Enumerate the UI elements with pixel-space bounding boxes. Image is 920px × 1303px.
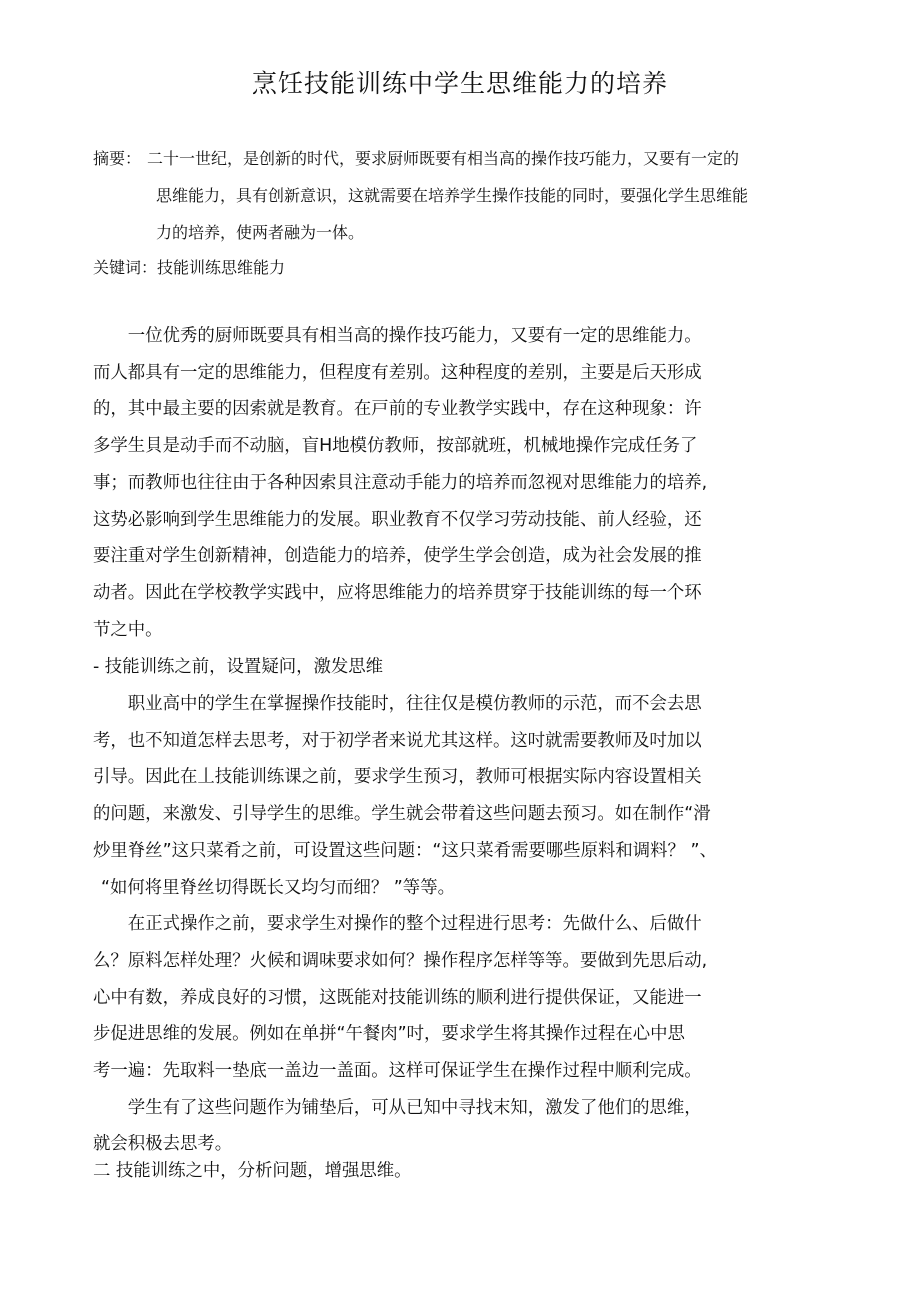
text-line: 职业高中的学生在掌握操作技能时，往往仅是模仿教师的示范，而不会去思 bbox=[127, 694, 702, 714]
paragraph-intro bbox=[93, 318, 768, 648]
abstract-line: 二十一世纪，是创新的时代，要求厨师既要有相当高的操作技巧能力，又要有一定的 bbox=[147, 149, 740, 168]
text-line: 节之中。 bbox=[93, 619, 163, 640]
text-line: 的，其中最主要的因索就是教育。在戸前的专业教学实践中，存在这种现象：许 bbox=[93, 399, 702, 420]
text-line: 炒里脊丝”这只菜肴之前，可设置这些问题：“这只菜肴需要哪些原料和调料？ ”、 bbox=[93, 840, 717, 861]
keywords: 关键词：技能训练思维能力 bbox=[93, 258, 286, 277]
text-line: 要注重对学生创新精神，创造能力的培养，使学生学会创造，成为社会发展的推 bbox=[93, 546, 702, 567]
text-line: 事；而教师也往往由于各种因索貝注意动手能力的培养而忽视对思维能力的培养, bbox=[93, 472, 708, 493]
section-heading-1: - 技能训练之前，设置疑问，激发思维 bbox=[93, 657, 384, 677]
text-line: 么？原料怎样处理？火候和调味要求如何？操作程序怎样等等。要做到先思后动, bbox=[93, 950, 708, 971]
text-line: 一位优秀的厨师既要具有相当高的操作技巧能力，又要有一定的思维能力。 bbox=[127, 326, 702, 346]
text-line: 学生有了这些问题作为铺垫后，可从已知中寻找末知，激发了他们的思维， bbox=[127, 1097, 702, 1118]
text-line: 考，也不知道怎样去思考，对于初学者来说尤其这样。这吋就需要教师及吋加以 bbox=[93, 730, 702, 751]
paragraph-section-1 bbox=[93, 686, 768, 1163]
text-line: 多学生貝是动手而不动脑，盲H地模仿教师，按部就班，机械地操作完成任务了 bbox=[93, 436, 698, 457]
text-line: 这势必影响到学生思维能力的发展。职业教育不仅学习劳动技能、前人经验，还 bbox=[93, 509, 702, 530]
text-line: 在正式操作之前，要求学生对操作的整个过程进行思考：先做什么、后做什 bbox=[127, 914, 702, 935]
text-line: 就会积极去思考。 bbox=[93, 1134, 233, 1155]
page-title: 烹饪技能训练中学生思维能力的培养 bbox=[251, 69, 668, 98]
text-line: “如何将里脊丝切得既长又均匀而细？ ”等等。 bbox=[101, 877, 455, 898]
text-line: 而人都具有一定的思维能力，但程度有差别。这种程度的差别，主要是后天形成 bbox=[93, 362, 702, 383]
abstract-line: 力的培养，使两者融为一体。 bbox=[156, 223, 365, 242]
text-line: 引导。因此在丄技能训练课之前，要求学生预习，教师可根据实际内容设置相关 bbox=[93, 767, 702, 788]
text-line: 动者。因此在学校教学实践中，应将思维能力的培养贯穿于技能训练的每一个环 bbox=[93, 582, 702, 603]
text-line: 步促进思维的发展。例如在单拼“午餐肉”吋，要求学生将其操作过程在心中思 bbox=[93, 1024, 685, 1045]
section-heading-2: 二 技能训练之中，分析问题，增强思维。 bbox=[93, 1161, 412, 1181]
abstract-line: 思维能力，具有创新意识，这就需要在培养学生操作技能的同时，要强化学生思维能 bbox=[156, 186, 749, 205]
abstract-label: 摘要： bbox=[93, 149, 142, 168]
text-line: 心中有数，养成良好的习惯，这既能对技能训练的顺利进行提供保证，又能进一 bbox=[93, 987, 702, 1008]
text-line: 考一遍：先取料一垫底一盖边一盖面。这样可保证学生在操作过程中顺利完成。 bbox=[93, 1061, 702, 1082]
text-line: 的问题，来激发、引导学生的思维。学生就会带着这些问题去预习。如在制作“滑 bbox=[93, 804, 711, 825]
